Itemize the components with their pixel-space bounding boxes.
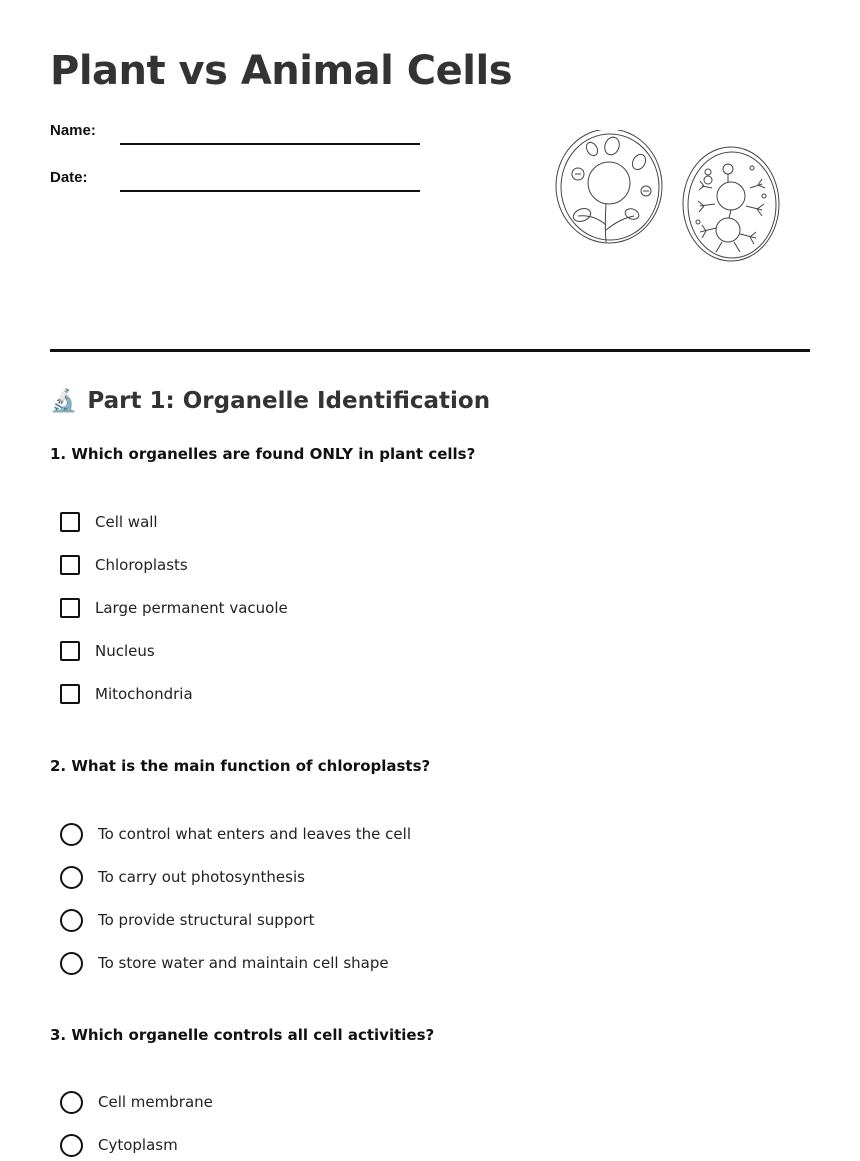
option-label: To provide structural support xyxy=(98,911,315,929)
radio-button[interactable] xyxy=(60,952,83,975)
q1-option-cell-wall[interactable] xyxy=(60,510,158,534)
option-label: Chloroplasts xyxy=(95,556,188,574)
q1-option-vacuole[interactable] xyxy=(60,596,288,620)
radio-button[interactable] xyxy=(60,909,83,932)
date-field[interactable] xyxy=(120,190,420,192)
option-label: Cytoplasm xyxy=(98,1136,178,1154)
part1-heading-text: Part 1: Organelle Identification xyxy=(87,388,491,414)
q2-option-1[interactable] xyxy=(60,822,411,846)
option-label: Mitochondria xyxy=(95,685,193,703)
name-label: Name: xyxy=(50,122,96,139)
animal-cell-drawing xyxy=(683,147,779,261)
option-label: Nucleus xyxy=(95,642,155,660)
date-label: Date: xyxy=(50,169,88,186)
radio-button[interactable] xyxy=(60,866,83,889)
part1-heading xyxy=(50,388,490,414)
q1-option-nucleus[interactable] xyxy=(60,639,155,663)
option-label: To carry out photosynthesis xyxy=(98,868,305,886)
plant-cell-drawing xyxy=(556,130,662,243)
name-field[interactable] xyxy=(120,143,420,145)
q3-option-2[interactable] xyxy=(60,1133,178,1157)
worksheet-title: Plant vs Animal Cells xyxy=(50,48,513,94)
option-label: To store water and maintain cell shape xyxy=(98,954,389,972)
option-label: Large permanent vacuole xyxy=(95,599,288,617)
radio-button[interactable] xyxy=(60,1091,83,1114)
option-label: Cell membrane xyxy=(98,1093,213,1111)
q2-option-2[interactable] xyxy=(60,865,305,889)
plant-and-animal-cell-icon xyxy=(550,130,785,270)
checkbox[interactable] xyxy=(60,684,80,704)
q3-option-1[interactable] xyxy=(60,1090,213,1114)
q2-option-3[interactable] xyxy=(60,908,315,932)
q1-option-chloroplasts[interactable] xyxy=(60,553,188,577)
question-2: 2. What is the main function of chloroplasts? xyxy=(50,757,431,775)
checkbox[interactable] xyxy=(60,641,80,661)
header-divider xyxy=(50,349,810,352)
question-3: 3. Which organelle controls all cell activities? xyxy=(50,1026,435,1044)
radio-button[interactable] xyxy=(60,823,83,846)
question-1: 1. Which organelles are found ONLY in plant cells? xyxy=(50,445,476,463)
option-label: Cell wall xyxy=(95,513,158,531)
checkbox[interactable] xyxy=(60,512,80,532)
q1-option-mitochondria[interactable] xyxy=(60,682,193,706)
q2-option-4[interactable] xyxy=(60,951,389,975)
microscope-icon: 🔬 xyxy=(50,388,78,414)
checkbox[interactable] xyxy=(60,555,80,575)
option-label: To control what enters and leaves the cell xyxy=(98,825,411,843)
radio-button[interactable] xyxy=(60,1134,83,1157)
checkbox[interactable] xyxy=(60,598,80,618)
